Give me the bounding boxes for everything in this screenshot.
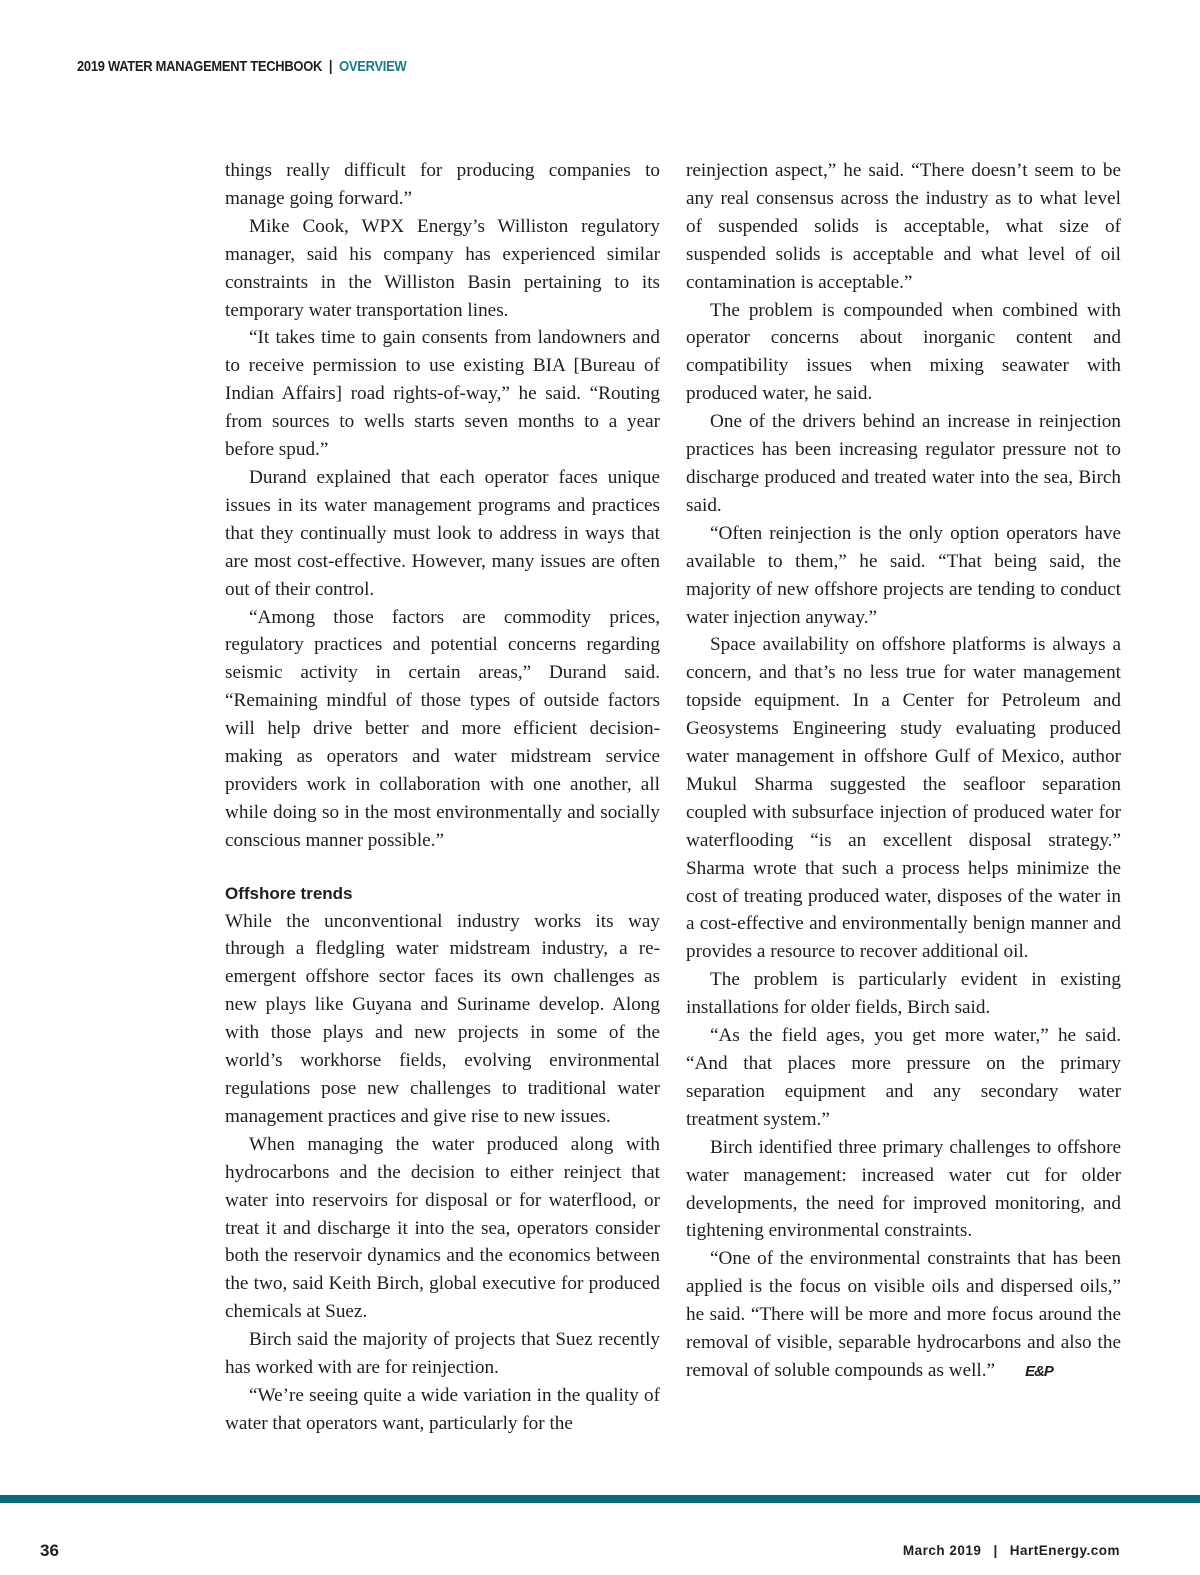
website-link[interactable]: HartEnergy.com — [1009, 1543, 1120, 1558]
paragraph-final — [686, 1245, 1121, 1385]
paragraph: While the unconventional industry works its way through a fledgling water midstream industry, a re-emergent offshore sector faces its own challenges as new plays like Guyana and Suriname develop. Along with those plays and new projects in some of the world’s workhorse fields, evolving environmental regulations pose new challenges to traditional water management practices and give rise to new issues. — [225, 910, 660, 1127]
paragraph: One of the drivers behind an increase in reinjection practices has been increasing regulator pressure not to discharge produced and treated water into the sea, Birch said. — [686, 411, 1121, 516]
end-mark-logo: E&P — [1025, 1362, 1053, 1380]
section-label: OVERVIEW — [339, 58, 407, 75]
paragraph: “Often reinjection is the only option operators have available to them,” he said. “That being said, the majority of new offshore projects are tending to conduct water injection anyway.” — [686, 522, 1121, 628]
page-number: 36 — [40, 1541, 59, 1560]
paragraph: reinjection aspect,” he said. “There doesn’t seem to be any real consensus across the industry as to what level of suspended solids is acceptable, what size of suspended solids is acceptable and what level of oil contamination is acceptable.” — [686, 160, 1121, 293]
issue-date: March 2019 — [902, 1543, 982, 1558]
paragraph: Durand explained that each operator faces unique issues in its water management programs and practices that they continually must look to address in ways that are most cost-effective. However, many issues are often out of their control. — [225, 466, 660, 600]
paragraph: “We’re seeing quite a wide variation in the quality of water that operators want, particularly for the — [225, 1384, 660, 1434]
paragraph: The problem is compounded when combined with operator concerns about inorganic content and compatibility issues when mixing seawater with produced water, he said. — [686, 299, 1121, 405]
paragraph-text: “One of the environmental constraints that has been applied is the focus on visible oils and dispersed oils,” he said. “There will be more and more focus around the removal of visible, separable hydrocarbons and also the removal of soluble compounds as well.” — [686, 1248, 1121, 1381]
paragraph: things really difficult for producing companies to manage going forward.” — [225, 160, 660, 209]
left-column — [225, 157, 660, 1438]
right-column — [686, 157, 1121, 1385]
header-separator: | — [328, 58, 333, 75]
publication-title: 2019 WATER MANAGEMENT TECHBOOK — [77, 58, 323, 75]
paragraph: Birch said the majority of projects that Suez recently has worked with are for reinjection. — [225, 1329, 660, 1379]
footer-bar — [0, 1495, 1200, 1503]
paragraph: Mike Cook, WPX Energy’s Williston regulatory manager, said his company has experienced similar constraints in the Williston Basin pertaining to its temporary water transportation lines. — [225, 215, 660, 321]
paragraph: “It takes time to gain consents from landowners and to receive permission to use existing BIA [Bureau of Indian Affairs] road rights-of-way,” he said. “Routing from sources to wells starts seven months to a year before spud.” — [225, 327, 660, 461]
footer-info — [903, 1543, 1120, 1558]
paragraph: Space availability on offshore platforms is always a concern, and that’s no less true for water management topside equipment. In a Center for Petroleum and Geosystems Engineering study evaluating produced water management in offshore Gulf of Mexico, author Mukul Sharma suggested the seafloor separation coupled with subsurface injection of produced water for waterflooding “is an excellent disposal strategy.” Sharma wrote that such a process helps minimize the cost of treating produced water, disposes of the water in a cost-effective and environmentally benign manner and provides a resource to recover additional oil. — [686, 634, 1121, 963]
running-header — [77, 58, 406, 75]
paragraph: When managing the water produced along with hydrocarbons and the decision to either reinject that water into reservoirs for disposal or for waterflood, or treat it and discharge it into the sea, operators consider both the reservoir dynamics and the economics between the two, said Keith Birch, global executive for produced chemicals at Suez. — [225, 1133, 660, 1323]
paragraph: “As the field ages, you get more water,” he said. “And that places more pressure on the primary separation equipment and any secondary water treatment system.” — [686, 1025, 1121, 1130]
paragraph: The problem is particularly evident in existing installations for older fields, Birch said. — [686, 969, 1121, 1019]
paragraph: “Among those factors are commodity prices, regulatory practices and potential concerns regarding seismic activity in certain areas,” Durand said. “Remaining mindful of those types of outside factors will help drive better and more efficient decision-making as operators and water midstream service providers work in collaboration with one another, all while doing so in the most environmentally and socially conscious manner possible.” — [225, 606, 660, 851]
paragraph: Birch identified three primary challenges to offshore water management: increased water cut for older developments, the need for improved monitoring, and tightening environmental constraints. — [686, 1136, 1121, 1242]
subheading-offshore-trends: Offshore trends — [225, 883, 353, 903]
footer-separator: | — [993, 1543, 998, 1558]
